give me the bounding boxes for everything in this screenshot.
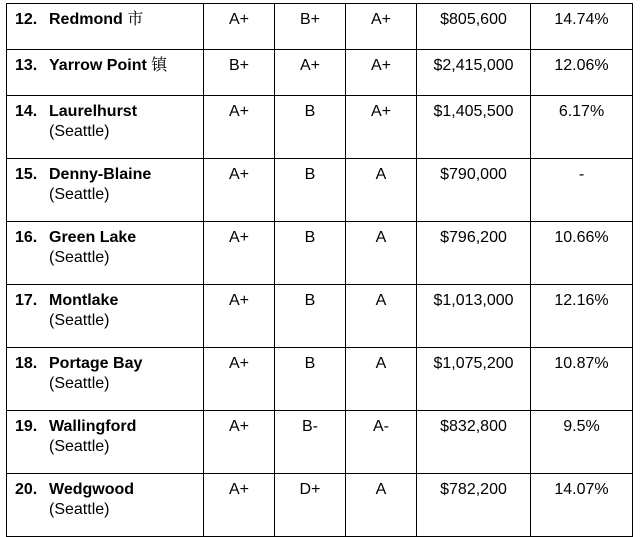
city-label: (Seattle): [49, 438, 110, 455]
neighborhood-cell: [7, 474, 204, 537]
table-row: [7, 474, 633, 537]
neighborhood-name: Wedgwood: [49, 481, 135, 498]
grade-2: B-: [275, 411, 346, 474]
grade-1: A+: [204, 159, 275, 222]
table-row: [7, 348, 633, 411]
median-price: $805,600: [417, 4, 531, 50]
table-row: [7, 411, 633, 474]
neighborhood-name: Portage Bay: [49, 355, 143, 372]
grade-2: B: [275, 96, 346, 159]
grade-3: A: [346, 474, 417, 537]
table-row: [7, 159, 633, 222]
median-price: $1,075,200: [417, 348, 531, 411]
neighborhood-name: Montlake: [49, 292, 119, 309]
neighborhood-name: Yarrow Point: [49, 57, 147, 74]
neighborhood-name: Wallingford: [49, 418, 137, 435]
grade-2: B+: [275, 4, 346, 50]
city-label: (Seattle): [49, 501, 110, 518]
rank-number: 14.: [15, 103, 38, 120]
percent-change: -: [531, 159, 633, 222]
neighborhood-cell: [7, 50, 204, 96]
city-label: (Seattle): [49, 375, 110, 392]
city-label: (Seattle): [49, 249, 110, 266]
grade-1: A+: [204, 285, 275, 348]
name-suffix: 市: [127, 11, 144, 28]
table-row: [7, 50, 633, 96]
grade-2: B: [275, 159, 346, 222]
neighborhood-cell: [7, 222, 204, 285]
neighborhood-name: Green Lake: [49, 229, 137, 246]
rank-number: 18.: [15, 355, 38, 372]
rank-number: 16.: [15, 229, 38, 246]
percent-change: 10.87%: [531, 348, 633, 411]
rank-number: 13.: [15, 57, 38, 74]
neighborhood-ranking-table: [6, 3, 633, 537]
table-row: [7, 285, 633, 348]
median-price: $782,200: [417, 474, 531, 537]
table-row: [7, 96, 633, 159]
table-row: [7, 222, 633, 285]
percent-change: 12.16%: [531, 285, 633, 348]
percent-change: 14.74%: [531, 4, 633, 50]
grade-3: A+: [346, 96, 417, 159]
grade-2: D+: [275, 474, 346, 537]
neighborhood-cell: [7, 96, 204, 159]
grade-1: A+: [204, 474, 275, 537]
grade-1: A+: [204, 4, 275, 50]
grade-2: A+: [275, 50, 346, 96]
percent-change: 14.07%: [531, 474, 633, 537]
grade-3: A+: [346, 4, 417, 50]
grade-1: A+: [204, 348, 275, 411]
grade-1: A+: [204, 411, 275, 474]
grade-3: A: [346, 348, 417, 411]
percent-change: 10.66%: [531, 222, 633, 285]
median-price: $796,200: [417, 222, 531, 285]
city-label: (Seattle): [49, 312, 110, 329]
grade-3: A: [346, 222, 417, 285]
median-price: $1,405,500: [417, 96, 531, 159]
percent-change: 9.5%: [531, 411, 633, 474]
median-price: $832,800: [417, 411, 531, 474]
grade-1: B+: [204, 50, 275, 96]
neighborhood-cell: [7, 285, 204, 348]
grade-1: A+: [204, 222, 275, 285]
city-label: (Seattle): [49, 123, 110, 140]
neighborhood-cell: [7, 411, 204, 474]
grade-3: A-: [346, 411, 417, 474]
rank-number: 19.: [15, 418, 38, 435]
grade-2: B: [275, 222, 346, 285]
table-row: [7, 4, 633, 50]
percent-change: 12.06%: [531, 50, 633, 96]
grade-2: B: [275, 348, 346, 411]
grade-2: B: [275, 285, 346, 348]
grade-3: A: [346, 285, 417, 348]
city-label: (Seattle): [49, 186, 110, 203]
median-price: $2,415,000: [417, 50, 531, 96]
grade-1: A+: [204, 96, 275, 159]
neighborhood-name: Redmond: [49, 11, 123, 28]
name-suffix: 镇: [151, 57, 168, 74]
rank-number: 15.: [15, 166, 38, 183]
neighborhood-cell: [7, 4, 204, 50]
neighborhood-cell: [7, 159, 204, 222]
median-price: $1,013,000: [417, 285, 531, 348]
percent-change: 6.17%: [531, 96, 633, 159]
neighborhood-cell: [7, 348, 204, 411]
rank-number: 12.: [15, 11, 38, 28]
median-price: $790,000: [417, 159, 531, 222]
neighborhood-name: Laurelhurst: [49, 103, 138, 120]
neighborhood-name: Denny-Blaine: [49, 166, 152, 183]
grade-3: A+: [346, 50, 417, 96]
rank-number: 20.: [15, 481, 38, 498]
grade-3: A: [346, 159, 417, 222]
rank-number: 17.: [15, 292, 38, 309]
